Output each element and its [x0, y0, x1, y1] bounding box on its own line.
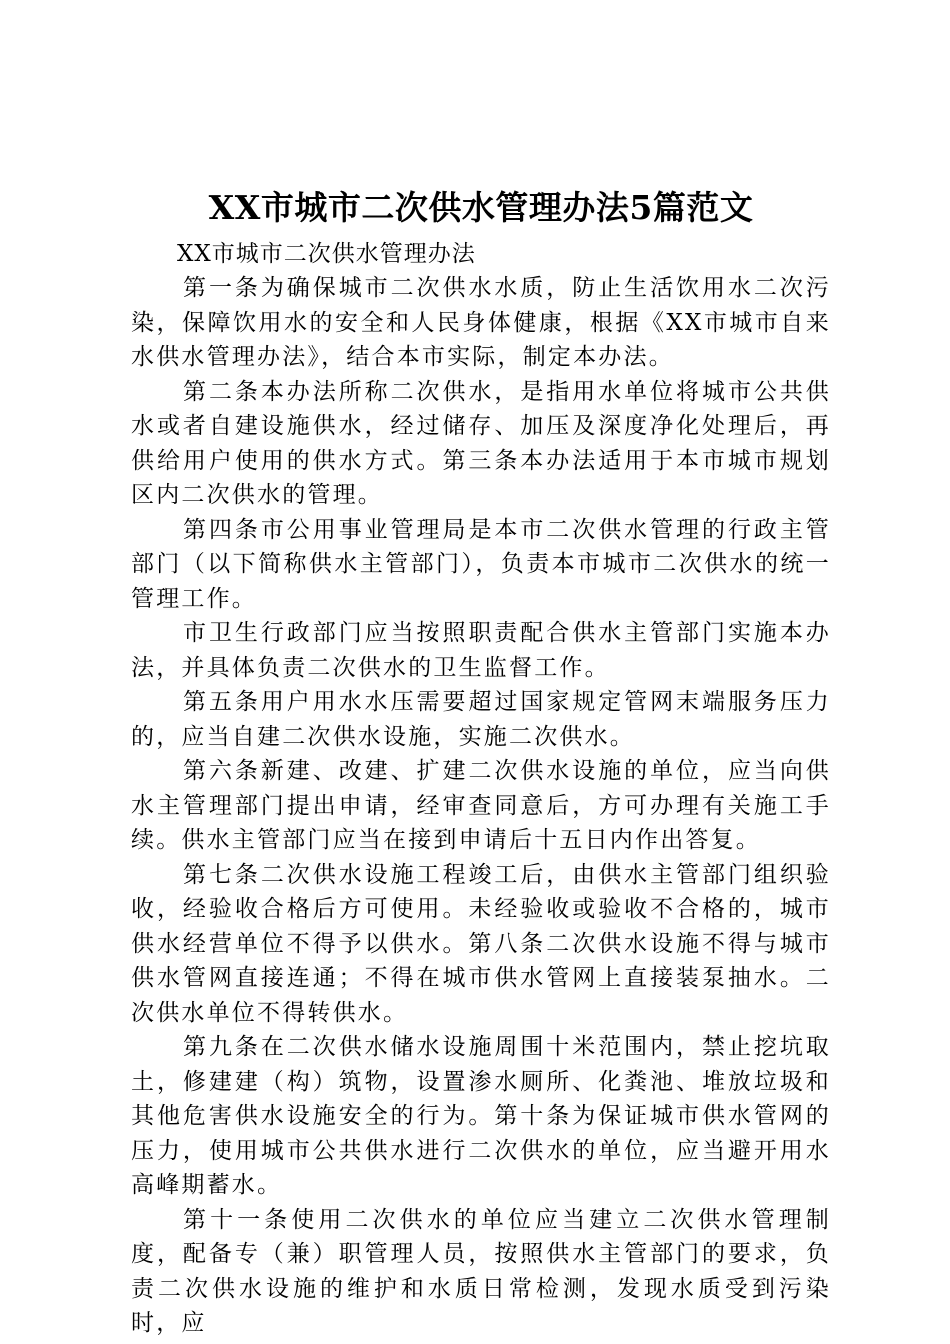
paragraph-article-9-10: 第九条在二次供水储水设施周围十米范围内，禁止挖坑取土，修建建（构）筑物，设置渗水厕所、化粪池、堆放垃圾和其他危害供水设施安全的行为。第十条为保证城市供水管网的压力，使用城市公共供水进行二次供水的单位，应当避开用水高峰期蓄水。 [131, 1034, 831, 1198]
paragraph-article-2-3: 第二条本办法所称二次供水，是指用水单位将城市公共供水或者自建设施供水，经过储存、加压及深度净化处理后，再供给用户使用的供水方式。第三条本办法适用于本市城市规划区内二次供水的管理。 [131, 378, 831, 508]
document-page [131, 186, 831, 1341]
paragraph-article-4: 第四条市公用事业管理局是本市二次供水管理的行政主管部门（以下简称供水主管部门），负责本市城市二次供水的统一管理工作。 [131, 516, 831, 612]
paragraph-article-11: 第十一条使用二次供水的单位应当建立二次供水管理制度，配备专（兼）职管理人员，按照供水主管部门的要求，负责二次供水设施的维护和水质日常检测，发现水质受到污染时，应 [131, 1206, 831, 1336]
document-subtitle: XX市城市二次供水管理办法 [177, 241, 476, 267]
paragraph-health-department: 市卫生行政部门应当按照职责配合供水主管部门实施本办法，并具体负责二次供水的卫生监督工作。 [131, 620, 831, 681]
paragraph-article-5: 第五条用户用水水压需要超过国家规定管网末端服务压力的，应当自建二次供水设施，实施二次供水。 [131, 689, 831, 750]
paragraph-article-7-8: 第七条二次供水设施工程竣工后，由供水主管部门组织验收，经验收合格后方可使用。未经验收或验收不合格的，城市供水经营单位不得予以供水。第八条二次供水设施不得与城市供水管网直接连通；不得在城市供水管网上直接装泵抽水。二次供水单位不得转供水。 [131, 861, 831, 1026]
paragraph-article-6: 第六条新建、改建、扩建二次供水设施的单位，应当向供水主管理部门提出申请，经审查同意后，方可办理有关施工手续。供水主管部门应当在接到申请后十五日内作出答复。 [131, 758, 831, 853]
paragraph-article-1: 第一条为确保城市二次供水水质，防止生活饮用水二次污染，保障饮用水的安全和人民身体健康，根据《XX市城市自来水供水管理办法》，结合本市实际，制定本办法。 [131, 275, 831, 370]
document-title: XX市城市二次供水管理办法5篇范文 [208, 188, 754, 227]
